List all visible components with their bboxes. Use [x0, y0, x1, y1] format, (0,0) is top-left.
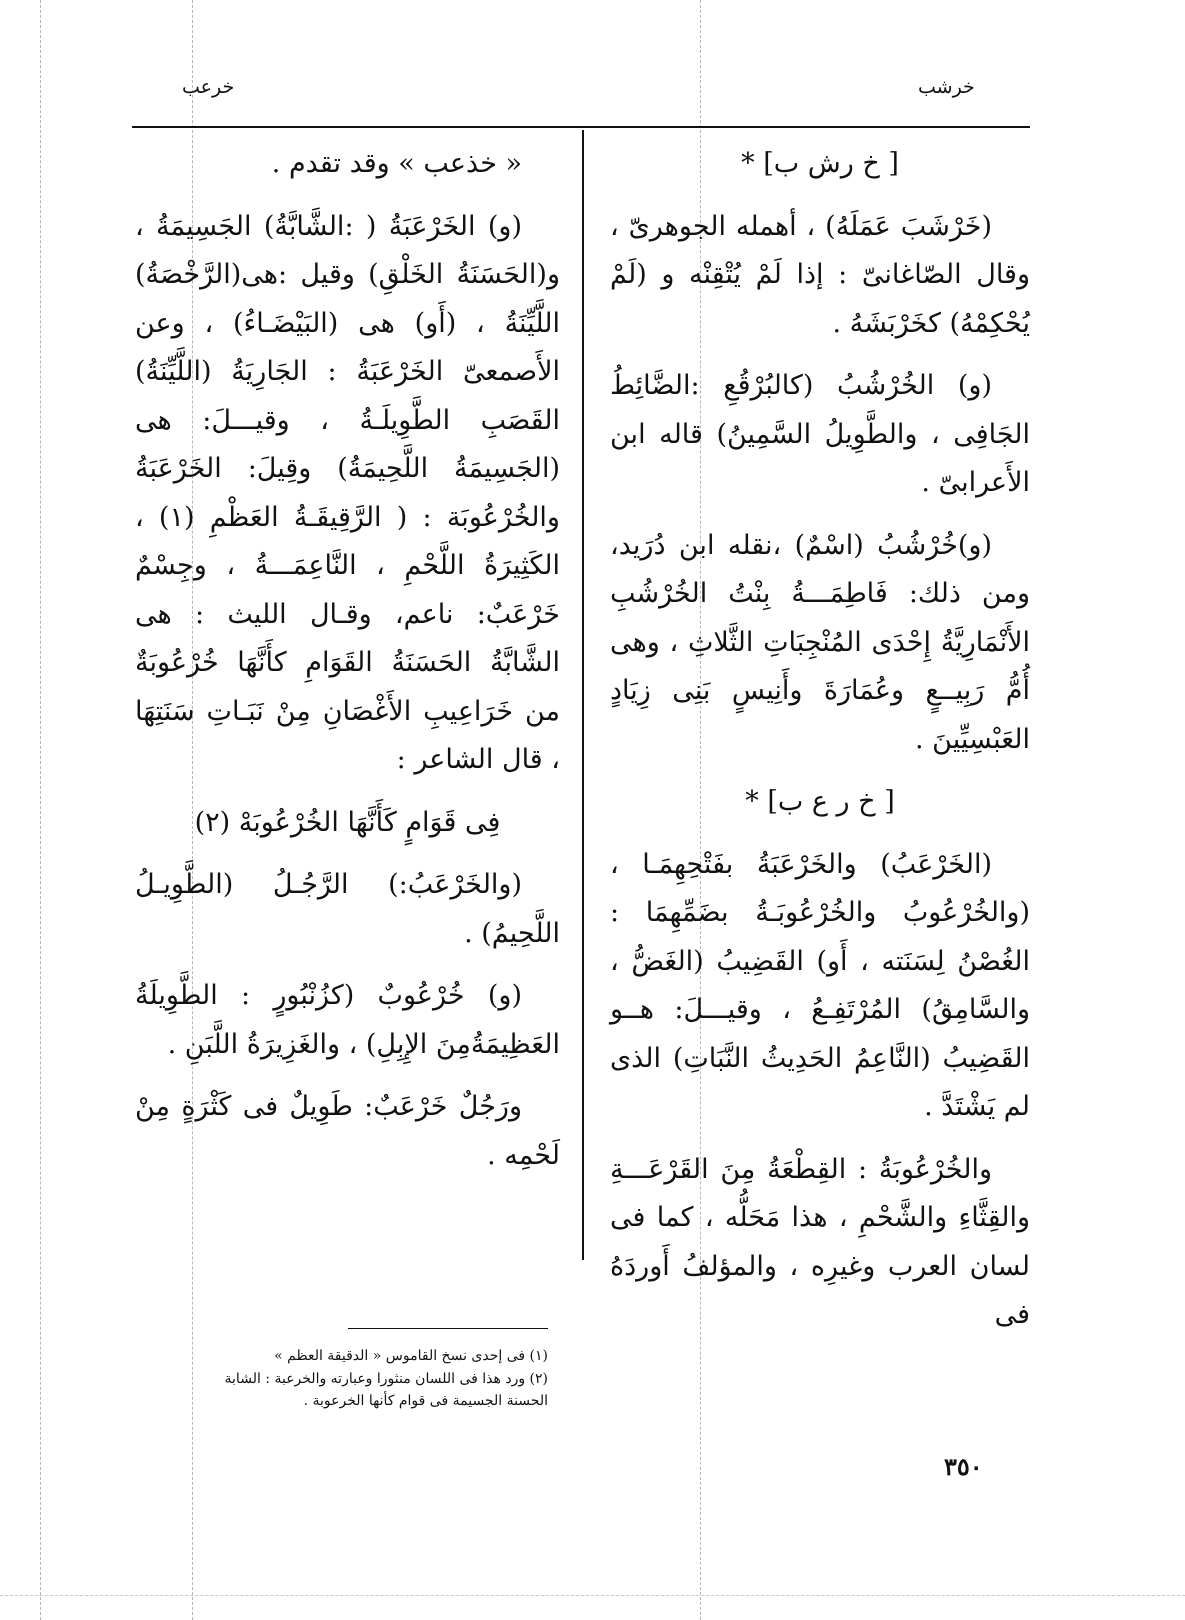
verse-line: فِى قَوَامٍ كَأَنَّهَا الخُرْعُوبَهْ (٢): [194, 806, 501, 838]
paragraph: والخُرْعُوبَةُ : القِطْعَةُ مِنَ القَرْعَـــةِ والقِثَّاءِ والشَّحْمِ ، هذا مَحَلُّه ، كما فى لسان العرب وغيرِه ، والمؤلفُ أَوردَهُ فى: [610, 1153, 1030, 1330]
left-column: [135, 140, 560, 1194]
entry-heading-khr-b: [ خ ر ع ب] *: [745, 786, 895, 817]
paragraph: (الخَرْعَبُ) والخَرْعَبَةُ بفَتْحِهِمَـا ، (والخُرْعُوبُ والخُرْعُوبَـةُ بضَمِّهِمَا : الغُصْنُ لِسَنَته ، أَو) القَضِيبُ (الغَضُّ ، والسَّامِقُ) المُرْتَفِـعُ ، وقيـــلَ: هــو القَضِيبُ (النَّاعِمُ الحَدِيثُ النَّبَاتِ) الذى لم يَشْتَدَّ .: [610, 848, 1030, 1122]
scan-guide-line: [40, 0, 41, 1620]
footnote-rule: [348, 1328, 548, 1329]
footnote: (١) فى إحدى نسخ القاموس « الدقيقة العظم »: [274, 1348, 548, 1364]
paragraph: (و) خُرْعُوبٌ (كزُنْبُورٍ : الطَّوِيلَةُ العَظِيمَةُمِنَ الإِبِلِ) ، والغَزِيرَةُ اللَّبَنِ .: [135, 980, 560, 1060]
paragraph: (خَرْشَبَ عَمَلَهُ) ، أهمله الجوهرىّ ، وقال الصّاغانىّ : إذا لَمْ يُتْقِنْه و (لَمْ يُحْكِمْهُ) كخَرْبَشَهُ .: [610, 210, 1030, 339]
paragraph: ورَجُلٌ خَرْعَبٌ: طَوِيلٌ فى كَثْرَةٍ مِنْ لَحْمِه .: [135, 1091, 560, 1171]
right-column: [610, 140, 1030, 1354]
running-head-left: خرعب: [182, 76, 235, 98]
header-rule: [132, 126, 1030, 128]
column-divider: [582, 130, 584, 1260]
paragraph: (و) الخَرْعَبَةُ ( :الشَّابَّةُ) الجَسِيمَةُ ، و(الحَسَنَةُ الخَلْقِ) وقيل :هى(الرَّخْصَةُ) اللَّيِّنَةُ ، (أَو) هى (البَيْضَـاءُ) ، وعن الأَصمعىّ الخَرْعَبَةُ : الجَارِيَةُ (اللَّيِّنَةُ) القَصَبِ الطَّوِيلَـةُ ، وقيـــلَ: هى (الجَسِيمَةُ اللَّحِيمَةُ) وقِيلَ: الخَرْعَبَةُ والخُرْعُوبَة : ( الرَّقِيقَـةُ العَظْمِ (١) ، الكَثِيرَةُ اللَّحْمِ ، النَّاعِمَـــةُ ، وجِسْمٌ خَرْعَبٌ: ناعم، وقـال الليث : هى الشَّابَّةُ الحَسَنَةُ القَوَامِ كأَنَّهَا خُرْعُوبَةٌ من خَرَاعِيبِ الأَغْصَانِ مِنْ نَبَـاتِ سَنَتِهَا ، قال الشاعر :: [135, 210, 560, 775]
entry-heading-khrshb: [ خ رش ب] *: [741, 148, 899, 179]
running-head-right: خرشب: [918, 76, 975, 98]
footnotes: [212, 1345, 548, 1413]
paragraph: (و)خُرْشُبُ (اسْمٌ) ،نقله ابن دُرَيد، ومن ذلك: فَاطِمَـــةُ بِنْتُ الخُرْشُبِ الأَنْمَارِيَّةُ إِحْدَى المُنْجِبَاتِ الثَّلاثِ ، وهى أُمُّ رَبِيــعٍ وعُمَارَةَ وأَنِيسٍ بَنِى زِيَادٍ العَبْسِيِّينَ .: [610, 529, 1030, 755]
paragraph: (والخَرْعَبُ:) الرَّجُـلُ (الطَّوِيـلُ اللَّحِيمُ) .: [135, 869, 560, 949]
page-number: ٣٥٠: [944, 1452, 983, 1481]
paragraph: (و) الخُرْشُبُ (كالبُرْقُعِ :الضَّائِطُ الجَافِى ، والطَّوِيلُ السَّمِينُ) قاله ابن الأَعرابىّ .: [610, 370, 1030, 498]
scan-guide-line: [0, 1595, 1185, 1596]
footnote: (٢) ورد هذا فى اللسان منثورا وعبارته والخرعبة : الشابة الحسنة الجسيمة فى قوام كأنها الخرعوبة .: [224, 1371, 548, 1409]
paragraph: « خذعب » وقد تقدم .: [271, 148, 522, 179]
